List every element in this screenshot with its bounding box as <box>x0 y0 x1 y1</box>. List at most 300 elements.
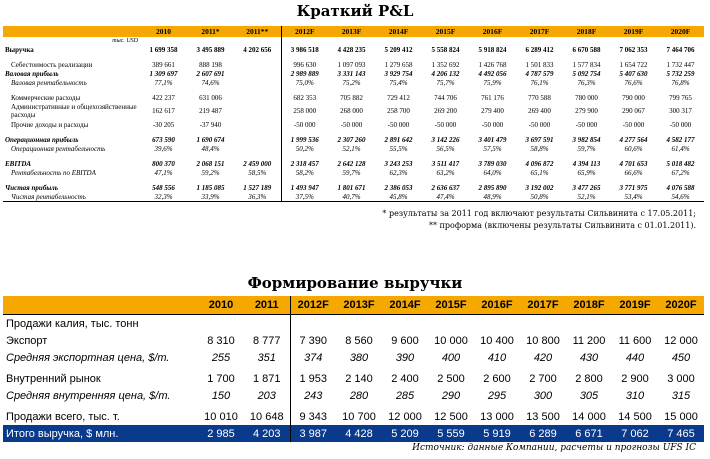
row-label: Экспорт <box>6 334 48 347</box>
row-label: Валовая прибыль <box>5 69 59 78</box>
table-cell: -50 000 <box>281 120 328 129</box>
table-cell: 1 426 768 <box>478 60 507 69</box>
year-header: 2018F <box>563 26 610 37</box>
table-cell: 4 428 <box>336 425 382 442</box>
table-cell: 50,2% <box>281 144 328 153</box>
units-spacer <box>140 37 187 45</box>
year-header: 2011** <box>234 26 281 37</box>
table-cell: 800 370 <box>152 159 175 168</box>
table-cell: 2 607 691 <box>196 69 225 78</box>
table-cell <box>234 69 281 78</box>
table-cell: 67,2% <box>671 168 690 177</box>
table-cell: 5 559 <box>428 425 474 442</box>
table-cell: 3 495 889 <box>196 45 225 54</box>
table-cell: 1 700 <box>207 372 235 385</box>
table-cell: 4 428 235 <box>337 45 366 54</box>
table-cell: 305 <box>579 389 599 402</box>
table-cell: 7 390 <box>290 332 336 349</box>
table-cell: 255 <box>211 351 231 364</box>
table-cell: 7 062 <box>612 425 658 442</box>
table-cell: 280 <box>349 389 369 402</box>
table-cell: 32,3% <box>140 192 187 202</box>
year-header: 2011* <box>187 26 234 37</box>
table-cell: 1 279 658 <box>384 60 413 69</box>
table-cell: 761 176 <box>481 93 504 102</box>
year-header: 2012F <box>281 26 328 37</box>
table-cell: 2 985 <box>198 425 244 442</box>
units-spacer <box>516 37 563 45</box>
table-cell: -50 000 <box>340 120 363 129</box>
table-cell: 10 700 <box>342 410 376 423</box>
revenue-title: Формирование выручки <box>247 274 463 292</box>
row-label: Операционная рентабельность <box>11 144 106 153</box>
table-cell: 4 492 056 <box>478 69 507 78</box>
table-cell: 8 310 <box>207 334 235 347</box>
table-cell: 380 <box>349 351 369 364</box>
table-cell: 219 487 <box>199 107 222 115</box>
pl-table <box>3 26 704 202</box>
row-label: Себестоимость реализации <box>11 60 93 69</box>
table-cell: 6 671 <box>566 425 612 442</box>
table-cell: 5 919 <box>474 425 520 442</box>
table-cell: 65,9% <box>577 168 596 177</box>
table-cell: 2 636 637 <box>431 183 460 192</box>
table-cell: 300 <box>533 389 553 402</box>
table-cell: 75,7% <box>436 78 455 87</box>
table-cell: 673 590 <box>152 135 175 144</box>
table-cell: -50 000 <box>481 120 504 129</box>
units-spacer <box>281 37 328 45</box>
table-cell: 6 289 412 <box>525 45 554 54</box>
table-row <box>3 159 704 168</box>
table-cell: 9 600 <box>391 334 419 347</box>
table-cell: -50 000 <box>528 120 551 129</box>
table-cell: 4 096 872 <box>525 159 554 168</box>
table-cell: 5 558 824 <box>431 45 460 54</box>
table-row <box>3 78 704 87</box>
table-cell: 75,4% <box>389 78 408 87</box>
table-cell: 203 <box>257 389 276 402</box>
table-cell: 5 209 412 <box>384 45 413 54</box>
table-cell: 548 556 <box>152 183 175 192</box>
table-cell: 2 400 <box>391 372 419 385</box>
table-cell: 45,8% <box>375 192 422 202</box>
table-cell: 76,8% <box>671 78 690 87</box>
table-cell: 14 000 <box>572 410 606 423</box>
table-cell: 63,2% <box>436 168 455 177</box>
table-cell: 290 067 <box>622 107 645 115</box>
row-label: Операционная прибыль <box>5 135 79 144</box>
table-cell: 1 527 189 <box>243 183 272 192</box>
revenue-header-row <box>3 296 704 315</box>
table-cell: 4 202 656 <box>243 45 272 54</box>
row-label: Валовая рентабельность <box>11 78 87 87</box>
table-cell: 4 582 177 <box>666 135 695 144</box>
table-row <box>3 93 704 102</box>
table-cell: 780 000 <box>575 93 598 102</box>
table-cell: 6 289 <box>520 425 566 442</box>
table-cell: -50 000 <box>575 120 598 129</box>
table-cell: 4 394 113 <box>572 159 601 168</box>
table-cell <box>474 315 520 333</box>
table-cell: 310 <box>625 389 645 402</box>
table-cell: 5 209 <box>382 425 428 442</box>
table-cell: 422 237 <box>152 93 175 102</box>
table-cell: 60,6% <box>624 144 643 153</box>
table-cell: 3 929 754 <box>384 69 413 78</box>
table-row <box>3 387 704 404</box>
table-cell: 790 000 <box>622 93 645 102</box>
table-cell: 3 697 591 <box>525 135 554 144</box>
table-cell: 1 732 447 <box>666 60 695 69</box>
year-header: 2013F <box>328 26 375 37</box>
table-cell: 59,7% <box>577 144 596 153</box>
table-cell: 150 <box>211 389 231 402</box>
table-cell: 258 000 <box>281 102 328 120</box>
units-spacer <box>328 37 375 45</box>
table-cell <box>234 144 281 153</box>
table-cell: 888 198 <box>199 60 222 69</box>
table-cell: 729 412 <box>387 93 410 102</box>
table-row <box>3 370 704 387</box>
table-cell: 162 617 <box>152 107 175 115</box>
table-cell: 300 317 <box>669 107 692 115</box>
table-cell: 4 277 564 <box>619 135 648 144</box>
table-cell: 8 560 <box>345 334 373 347</box>
table-cell <box>244 315 290 333</box>
table-cell: 243 <box>290 387 336 404</box>
table-cell: 1 097 093 <box>337 60 366 69</box>
table-cell: 290 <box>441 389 461 402</box>
table-cell: 2 800 <box>575 372 603 385</box>
table-cell: 13 500 <box>526 410 560 423</box>
table-cell: 62,3% <box>389 168 408 177</box>
table-cell: 3 771 975 <box>619 183 648 192</box>
table-cell: 10 000 <box>434 334 468 347</box>
row-label: Выручка <box>5 45 34 54</box>
table-cell: 3 986 518 <box>281 45 328 54</box>
table-cell: 6 670 588 <box>572 45 601 54</box>
table-cell: 1 999 536 <box>281 135 328 144</box>
table-cell: 76,3% <box>577 78 596 87</box>
header-corner <box>3 296 198 315</box>
row-label: Продажи всего, тыс. т. <box>6 410 120 423</box>
table-cell: 4 701 653 <box>619 159 648 168</box>
table-cell: 2 386 053 <box>384 183 413 192</box>
table-cell <box>520 315 566 333</box>
year-header: 2017F <box>520 296 566 315</box>
table-cell: 269 400 <box>528 107 551 115</box>
units-spacer <box>469 37 516 45</box>
table-cell: 7 464 706 <box>666 45 695 54</box>
table-cell: 40,7% <box>328 192 375 202</box>
table-cell: 996 630 <box>281 60 328 69</box>
table-cell: 2 500 <box>437 372 465 385</box>
table-cell: 15 000 <box>664 410 698 423</box>
table-cell: 5 918 824 <box>478 45 507 54</box>
table-cell: 8 777 <box>252 334 281 347</box>
revenue-table <box>3 296 704 442</box>
table-cell: 58,2% <box>281 168 328 177</box>
table-cell: 75,0% <box>281 78 328 87</box>
footnote-1: * результаты за 2011 год включают результаты Сильвинита с 17.05.2011; <box>382 209 696 218</box>
table-cell: 1 352 692 <box>431 60 460 69</box>
table-cell <box>234 60 281 69</box>
table-cell <box>234 78 281 87</box>
table-cell: 285 <box>395 389 415 402</box>
table-cell <box>290 315 336 333</box>
table-cell: 10 010 <box>204 410 238 423</box>
table-cell: 268 000 <box>340 107 363 115</box>
table-cell: 4 787 579 <box>525 69 554 78</box>
table-cell: 420 <box>533 351 553 364</box>
table-row <box>3 183 704 192</box>
table-cell: 1 577 834 <box>572 60 601 69</box>
table-cell: 682 353 <box>281 93 328 102</box>
row-label: Средняя внутренняя цена, $/т. <box>6 389 171 402</box>
units-spacer <box>610 37 657 45</box>
table-cell: 59,7% <box>342 168 361 177</box>
table-cell: 61,4% <box>671 144 690 153</box>
table-cell: 76,1% <box>530 78 549 87</box>
table-cell: 2 700 <box>529 372 557 385</box>
year-header: 2015F <box>428 296 474 315</box>
table-cell: 37,5% <box>281 192 328 202</box>
table-cell: 3 243 253 <box>384 159 413 168</box>
table-cell: 5 407 630 <box>619 69 648 78</box>
year-header: 2014F <box>382 296 428 315</box>
table-cell: 50,8% <box>516 192 563 202</box>
table-cell: 5 092 754 <box>572 69 601 78</box>
units-spacer <box>375 37 422 45</box>
table-cell: -50 000 <box>622 120 645 129</box>
table-cell: -37 940 <box>199 120 222 129</box>
table-cell: 59,2% <box>201 168 220 177</box>
table-cell <box>234 120 281 129</box>
year-header: 2015F <box>422 26 469 37</box>
table-cell: -50 000 <box>434 120 457 129</box>
year-header: 2010 <box>140 26 187 37</box>
table-cell: 14 500 <box>618 410 652 423</box>
row-label: EBITDA <box>5 159 32 168</box>
table-cell: 2 642 128 <box>337 159 366 168</box>
table-cell: 3 477 265 <box>572 183 601 192</box>
table-cell: 52,1% <box>563 192 610 202</box>
table-cell: 11 200 <box>572 334 606 347</box>
source-note: Источник: данные Компании, расчеты и прогнозы UFS IC <box>412 443 696 453</box>
table-row <box>3 408 704 425</box>
table-cell: 2 900 <box>621 372 649 385</box>
table-cell: 64,0% <box>483 168 502 177</box>
table-cell: 1 690 674 <box>196 135 225 144</box>
table-cell: 1 309 697 <box>149 69 178 78</box>
table-cell: 2 307 260 <box>337 135 366 144</box>
table-row <box>3 144 704 153</box>
table-row <box>3 60 704 69</box>
table-cell: 2 318 457 <box>281 159 328 168</box>
table-cell: 13 000 <box>480 410 514 423</box>
table-cell: 2 068 151 <box>196 159 225 168</box>
table-cell: 3 142 226 <box>431 135 460 144</box>
row-label: Итого выручка, $ млн. <box>3 425 198 442</box>
table-cell: 4 206 132 <box>431 69 460 78</box>
table-row <box>3 332 704 349</box>
table-cell <box>198 315 244 333</box>
table-cell: 1 871 <box>252 372 281 385</box>
table-cell: 2 140 <box>345 372 373 385</box>
table-cell: 75,2% <box>342 78 361 87</box>
table-cell: 410 <box>487 351 507 364</box>
table-row <box>3 135 704 144</box>
table-cell: 351 <box>257 351 276 364</box>
row-label: Средняя экспортная цена, $/т. <box>6 351 170 364</box>
table-cell: 75,9% <box>483 78 502 87</box>
table-cell: 3 511 417 <box>431 159 460 168</box>
table-cell <box>612 315 658 333</box>
table-cell: 58,8% <box>530 144 549 153</box>
table-cell: 10 400 <box>480 334 514 347</box>
units-spacer <box>187 37 234 45</box>
units-spacer <box>657 37 704 45</box>
table-cell: 3 401 479 <box>478 135 507 144</box>
table-cell <box>658 315 704 333</box>
year-header: 2018F <box>566 296 612 315</box>
row-label: Административные и общехозяйственные расходы <box>11 103 137 119</box>
units-spacer <box>422 37 469 45</box>
table-cell: 744 706 <box>434 93 457 102</box>
table-cell: 9 343 <box>290 408 336 425</box>
year-header: 2016F <box>474 296 520 315</box>
row-label: Рентабельность по EBITDA <box>11 168 96 177</box>
header-corner <box>3 26 140 37</box>
table-cell: -30 205 <box>152 120 175 129</box>
table-row <box>3 425 704 442</box>
table-cell: 1 953 <box>290 370 336 387</box>
table-cell: 74,6% <box>201 78 220 87</box>
year-header: 2014F <box>375 26 422 37</box>
table-cell: 269 200 <box>434 107 457 115</box>
table-cell: 799 765 <box>669 93 692 102</box>
table-row <box>3 168 704 177</box>
table-cell: -50 000 <box>669 120 692 129</box>
table-cell: 389 661 <box>152 60 175 69</box>
table-cell: 1 185 085 <box>196 183 225 192</box>
table-cell: 3 987 <box>290 425 336 442</box>
table-cell: 10 648 <box>249 410 284 423</box>
table-cell: -50 000 <box>387 120 410 129</box>
table-cell: 631 006 <box>199 93 222 102</box>
table-cell: 770 588 <box>528 93 551 102</box>
table-cell: 58,5% <box>248 168 267 177</box>
table-cell: 47,1% <box>154 168 173 177</box>
units-label: тыс. USD <box>112 38 138 44</box>
table-cell: 4 076 588 <box>666 183 695 192</box>
row-label: Чистая прибыль <box>5 183 58 192</box>
year-header: 2016F <box>469 26 516 37</box>
table-row <box>3 315 704 333</box>
table-cell: 52,1% <box>342 144 361 153</box>
table-cell: 39,6% <box>154 144 173 153</box>
table-cell: 390 <box>395 351 415 364</box>
table-cell: 295 <box>487 389 507 402</box>
table-cell: 36,3% <box>234 192 281 202</box>
table-cell: 374 <box>290 349 336 366</box>
table-cell: 1 493 947 <box>281 183 328 192</box>
table-cell: 3 982 854 <box>572 135 601 144</box>
table-cell: 2 891 642 <box>384 135 413 144</box>
year-header: 2012F <box>290 296 336 315</box>
table-cell: 440 <box>625 351 645 364</box>
units-spacer <box>234 37 281 45</box>
table-row <box>3 120 704 129</box>
table-cell: 3 331 143 <box>337 69 366 78</box>
row-label: Прочие доходы и расходы <box>11 120 89 129</box>
table-cell: 65,1% <box>530 168 549 177</box>
year-header: 2010 <box>198 296 244 315</box>
table-cell: 2 459 000 <box>243 159 272 168</box>
pl-title: Краткий P&L <box>296 2 414 20</box>
table-cell: 3 192 002 <box>525 183 554 192</box>
table-cell: 48,9% <box>469 192 516 202</box>
table-cell: 54,6% <box>657 192 704 202</box>
table-cell: 279 900 <box>575 107 598 115</box>
table-cell: 10 800 <box>526 334 560 347</box>
table-cell: 47,4% <box>422 192 469 202</box>
table-cell: 5 732 259 <box>666 69 695 78</box>
table-cell: 56,5% <box>436 144 455 153</box>
table-row <box>3 45 704 54</box>
table-cell <box>428 315 474 333</box>
table-cell <box>566 315 612 333</box>
table-cell: 5 018 482 <box>666 159 695 168</box>
year-header: 2019F <box>612 296 658 315</box>
table-cell: 76,6% <box>624 78 643 87</box>
year-header: 2017F <box>516 26 563 37</box>
table-cell: 48,4% <box>201 144 220 153</box>
table-row <box>3 192 704 202</box>
table-cell: 77,1% <box>154 78 173 87</box>
table-cell: 258 700 <box>387 107 410 115</box>
table-cell: 66,6% <box>624 168 643 177</box>
table-cell <box>336 315 382 333</box>
year-header: 2020F <box>657 26 704 37</box>
table-cell: 1 654 722 <box>619 60 648 69</box>
units-spacer <box>563 37 610 45</box>
table-cell: 400 <box>441 351 461 364</box>
table-cell: 2 895 890 <box>478 183 507 192</box>
table-cell: 2 600 <box>483 372 511 385</box>
table-cell <box>234 102 281 120</box>
table-cell: 3 000 <box>667 372 695 385</box>
table-cell: 450 <box>671 351 691 364</box>
table-cell: 315 <box>671 389 691 402</box>
table-cell: 33,9% <box>187 192 234 202</box>
row-label: Продажи калия, тыс. тонн <box>3 315 198 333</box>
table-cell: 430 <box>579 351 599 364</box>
footnote-2: ** проформа (включены результаты Сильвинита с 01.01.2011). <box>429 221 696 230</box>
table-cell: 705 882 <box>340 93 363 102</box>
year-header: 2019F <box>610 26 657 37</box>
row-label: Внутренний рынок <box>6 372 101 385</box>
year-header: 2020F <box>658 296 704 315</box>
table-cell: 57,5% <box>483 144 502 153</box>
row-label: Чистая рентабельность <box>3 192 140 202</box>
table-cell: 4 203 <box>244 425 290 442</box>
table-cell: 7 465 <box>658 425 704 442</box>
table-cell: 12 000 <box>664 334 698 347</box>
table-cell: 7 062 353 <box>619 45 648 54</box>
year-header: 2011 <box>244 296 290 315</box>
